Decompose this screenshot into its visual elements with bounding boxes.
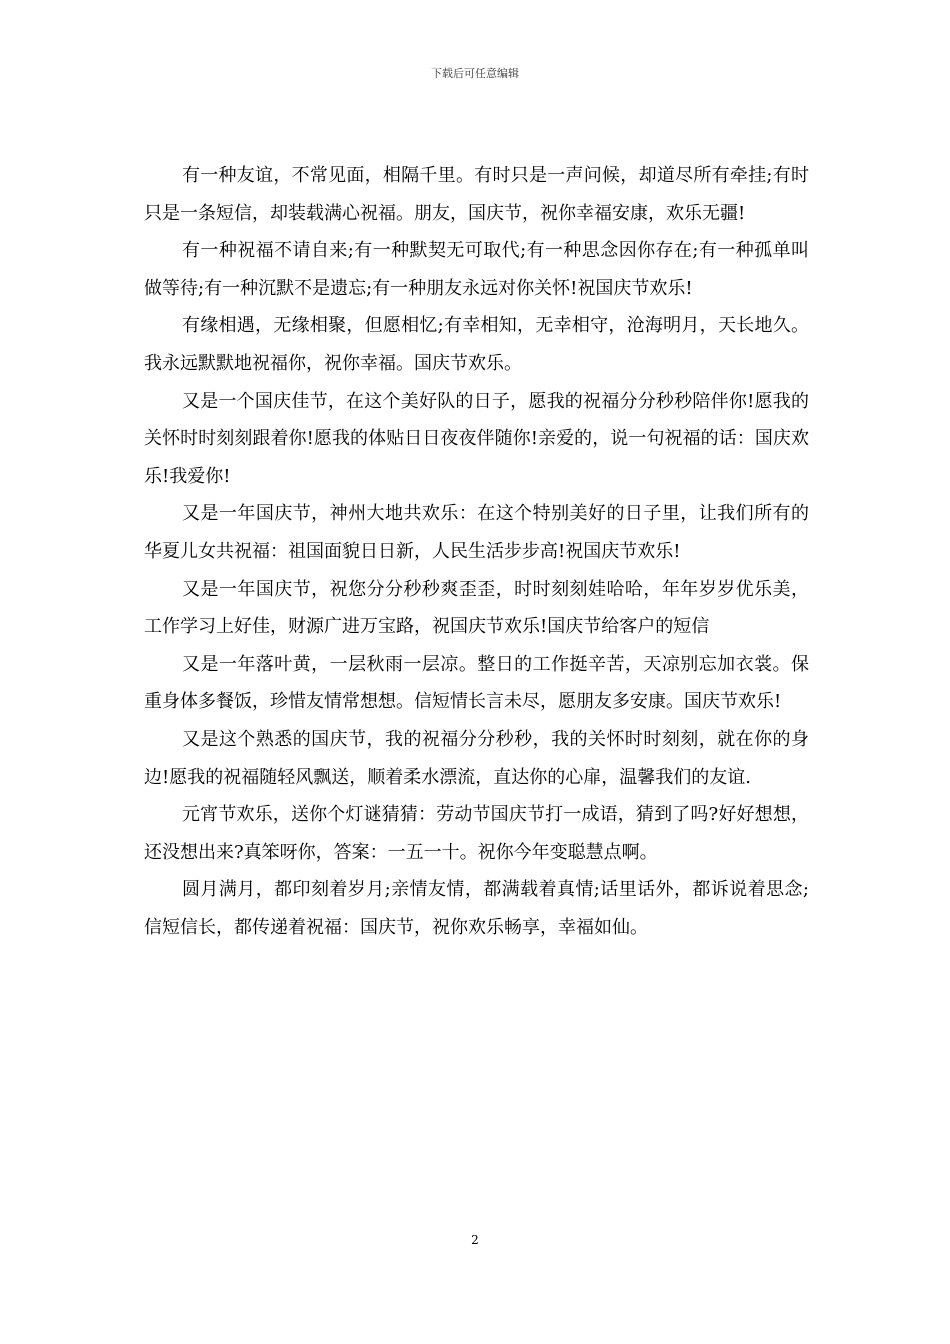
paragraph: 又是这个熟悉的国庆节，我的祝福分分秒秒，我的关怀时时刻刻，就在你的身边!愿我的祝福随轻风飘送，顺着柔水漂流，直达你的心扉，温馨我们的友谊. bbox=[144, 728, 809, 788]
page-number: 2 bbox=[471, 1233, 479, 1247]
paragraph: 又是一年国庆节，神州大地共欢乐：在这个特别美好的日子里，让我们所有的华夏儿女共祝福：祖国面貌日日新，人民生活步步高!祝国庆节欢乐! bbox=[144, 503, 809, 562]
paragraph: 又是一年落叶黄，一层秋雨一层凉。整日的工作挺辛苦，天凉别忘加衣裳。保重身体多餐饭，珍惜友情常想想。信短情长言未尽，愿朋友多安康。国庆节欢乐! bbox=[144, 653, 809, 713]
paragraph: 元宵节欢乐，送你个灯谜猜猜：劳动节国庆节打一成语，猜到了吗?好好想想，还没想出来?真笨呀你，答案：一五一十。祝你今年变聪慧点啊。 bbox=[144, 804, 809, 863]
paragraph: 有一种友谊，不常见面，相隔千里。有时只是一声问候，却道尽所有牵挂;有时只是一条短信，却装载满心祝福。朋友，国庆节，祝你幸福安康，欢乐无疆! bbox=[144, 165, 809, 224]
paragraph: 圆月满月，都印刻着岁月;亲情友情，都满载着真情;话里话外，都诉说着思念;信短信长，都传递着祝福：国庆节，祝你欢乐畅享，幸福如仙。 bbox=[144, 879, 809, 938]
paragraph: 有缘相遇，无缘相聚，但愿相忆;有幸相知，无幸相守，沧海明月，天长地久。我永远默默地祝福你，祝你幸福。国庆节欢乐。 bbox=[144, 315, 809, 374]
paragraph: 有一种祝福不请自来;有一种默契无可取代;有一种思念因你存在;有一种孤单叫做等待;有一种沉默不是遗忘;有一种朋友永远对你关怀!祝国庆节欢乐! bbox=[144, 240, 809, 299]
document-body bbox=[144, 157, 809, 946]
paragraph: 又是一年国庆节，祝您分分秒秒爽歪歪，时时刻刻娃哈哈，年年岁岁优乐美，工作学习上好佳，财源广进万宝路，祝国庆节欢乐!国庆节给客户的短信 bbox=[144, 578, 809, 638]
paragraph: 又是一个国庆佳节，在这个美好队的日子，愿我的祝福分分秒秒陪伴你!愿我的关怀时时刻刻跟着你!愿我的体贴日日夜夜伴随你!亲爱的，说一句祝福的话：国庆欢乐!我爱你! bbox=[144, 390, 809, 487]
page-header: 下载后可任意编辑 bbox=[431, 67, 519, 80]
